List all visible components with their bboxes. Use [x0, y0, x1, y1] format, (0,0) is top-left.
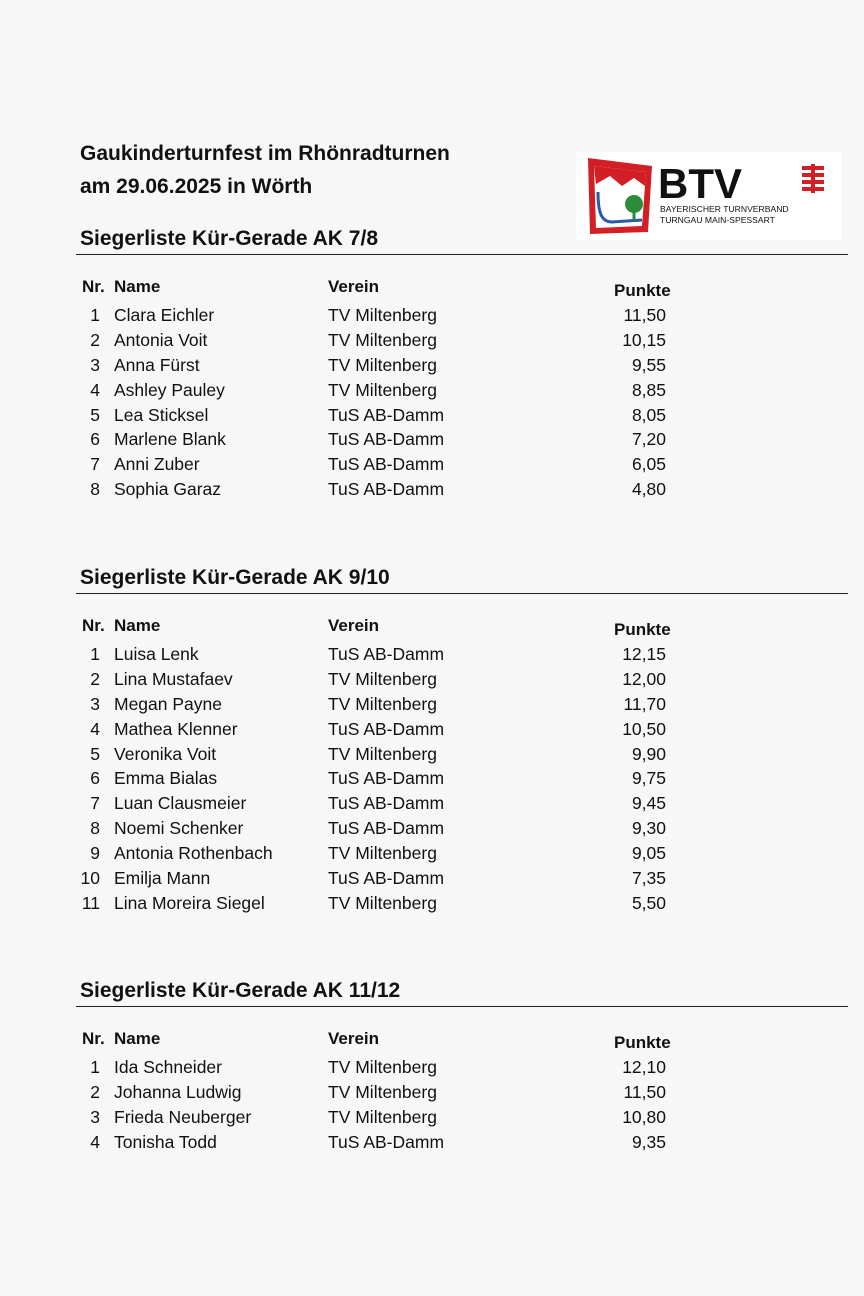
cell-name: Veronika Voit [114, 743, 217, 764]
cell-nr: 4 [90, 718, 100, 739]
cell-punkte: 8,85 [631, 379, 666, 400]
table-row [0, 378, 864, 403]
cell-punkte: 12,15 [622, 644, 666, 664]
cell-nr: 7 [90, 454, 100, 475]
cell-name: Clara Eichler [114, 305, 215, 325]
table-row [0, 642, 864, 667]
column-header-name: Name [114, 277, 161, 296]
btv-logo [576, 152, 842, 240]
table-row [0, 717, 864, 742]
cell-name: Antonia Voit [114, 329, 208, 350]
table-row [0, 477, 864, 502]
cell-punkte: 11,50 [623, 1081, 666, 1102]
column-header-verein: Verein [328, 1029, 380, 1048]
cell-name: Marlene Blank [114, 429, 226, 450]
cell-verein: TuS AB-Damm [328, 429, 445, 450]
cell-punkte: 8,05 [631, 404, 666, 425]
cell-name: Antonia Rothenbach [114, 843, 273, 864]
column-header-punkte: Punkte [614, 281, 671, 300]
cell-nr: 11 [81, 892, 100, 913]
cell-verein: TuS AB-Damm [328, 718, 445, 739]
cell-punkte: 11,70 [623, 693, 666, 714]
cell-name: Luisa Lenk [114, 644, 199, 664]
cell-nr: 10 [80, 868, 100, 889]
cell-nr: 1 [90, 1057, 100, 1077]
column-header-name: Name [114, 1029, 161, 1048]
cell-nr: 1 [90, 644, 100, 664]
cell-verein: TuS AB-Damm [328, 404, 445, 425]
cell-nr: 8 [90, 818, 100, 839]
section-divider [76, 254, 848, 255]
cell-verein: TV Miltenberg [328, 843, 437, 864]
cell-punkte: 12,00 [622, 668, 666, 689]
cell-punkte: 12,10 [622, 1057, 666, 1077]
logo-line-2: TURNGAU MAIN-SPESSART [660, 215, 775, 225]
cell-punkte: 9,75 [631, 768, 666, 789]
table-row [0, 452, 864, 477]
cell-verein: TV Miltenberg [328, 892, 437, 913]
cell-name: Lina Moreira Siegel [114, 892, 265, 913]
cell-nr: 7 [90, 793, 100, 814]
cell-verein: TuS AB-Damm [328, 454, 445, 475]
cell-name: Johanna Ludwig [114, 1081, 242, 1102]
cell-verein: TV Miltenberg [328, 743, 437, 764]
cell-nr: 2 [90, 1081, 100, 1102]
table-row [0, 667, 864, 692]
table-row [0, 1055, 864, 1080]
column-header-punkte: Punkte [614, 1033, 671, 1052]
cell-name: Emma Bialas [114, 768, 218, 789]
column-header-verein: Verein [328, 277, 380, 296]
cell-verein: TuS AB-Damm [328, 644, 445, 664]
cell-punkte: 9,05 [631, 843, 666, 864]
document-title [80, 137, 450, 203]
cell-verein: TV Miltenberg [328, 305, 437, 325]
cell-verein: TV Miltenberg [328, 1106, 437, 1127]
cell-verein: TV Miltenberg [328, 354, 437, 375]
cell-punkte: 10,80 [622, 1106, 666, 1127]
cell-punkte: 9,55 [631, 354, 666, 375]
cell-punkte: 11,50 [623, 305, 666, 325]
cell-punkte: 5,50 [631, 892, 666, 913]
table-row [0, 303, 864, 328]
cell-name: Ida Schneider [114, 1057, 222, 1077]
cell-nr: 8 [90, 479, 100, 500]
table-row [0, 791, 864, 816]
logo-brand-text: BTV [658, 160, 742, 207]
section-title: Siegerliste Kür-Gerade AK 9/10 [80, 566, 390, 589]
cell-name: Tonisha Todd [114, 1131, 217, 1152]
cell-name: Sophia Garaz [114, 479, 222, 500]
turner-cross-icon [802, 164, 824, 193]
cell-punkte: 9,45 [631, 793, 666, 814]
result-rows [0, 1055, 864, 1155]
cell-verein: TV Miltenberg [328, 1057, 437, 1077]
table-row [0, 742, 864, 767]
result-rows [0, 303, 864, 502]
section-title: Siegerliste Kür-Gerade AK 11/12 [80, 979, 401, 1002]
table-row [0, 328, 864, 353]
cell-nr: 4 [90, 379, 100, 400]
cell-punkte: 9,90 [631, 743, 666, 764]
logo-line-1: BAYERISCHER TURNVERBAND [660, 204, 789, 214]
cell-verein: TV Miltenberg [328, 693, 437, 714]
cell-verein: TV Miltenberg [328, 379, 437, 400]
cell-verein: TuS AB-Damm [328, 1131, 445, 1152]
cell-nr: 3 [90, 354, 100, 375]
cell-name: Lina Mustafaev [114, 668, 233, 689]
section-divider [76, 1006, 848, 1007]
cell-name: Frieda Neuberger [114, 1106, 252, 1127]
cell-verein: TV Miltenberg [328, 1081, 437, 1102]
cell-punkte: 9,30 [631, 818, 666, 839]
column-header-name: Name [114, 616, 161, 635]
cell-name: Anna Fürst [114, 354, 200, 375]
btv-logo-graphic [576, 152, 842, 240]
cell-name: Ashley Pauley [114, 379, 225, 400]
cell-verein: TuS AB-Damm [328, 868, 445, 889]
cell-name: Megan Payne [114, 693, 222, 714]
cell-nr: 9 [90, 843, 100, 864]
cell-punkte: 9,35 [631, 1131, 666, 1152]
column-header-nr: Nr. [82, 277, 105, 296]
table-row [0, 1130, 864, 1155]
cell-punkte: 7,35 [631, 868, 666, 889]
cell-verein: TuS AB-Damm [328, 818, 445, 839]
cell-verein: TV Miltenberg [328, 329, 437, 350]
column-header-nr: Nr. [82, 1029, 105, 1048]
cell-punkte: 7,20 [631, 429, 666, 450]
cell-verein: TuS AB-Damm [328, 479, 445, 500]
cell-nr: 2 [90, 668, 100, 689]
table-row [0, 891, 864, 916]
cell-verein: TuS AB-Damm [328, 793, 445, 814]
cell-name: Noemi Schenker [114, 818, 244, 839]
table-row [0, 353, 864, 378]
cell-name: Anni Zuber [114, 454, 200, 475]
table-row [0, 403, 864, 428]
cell-punkte: 4,80 [631, 479, 666, 500]
table-row [0, 1080, 864, 1105]
cell-nr: 1 [90, 305, 100, 325]
cell-nr: 5 [90, 743, 100, 764]
cell-nr: 3 [90, 693, 100, 714]
cell-nr: 2 [90, 329, 100, 350]
table-row [0, 766, 864, 791]
cell-name: Luan Clausmeier [114, 793, 247, 814]
cell-name: Emilja Mann [114, 868, 211, 889]
column-header-verein: Verein [328, 616, 380, 635]
cell-name: Lea Sticksel [114, 404, 209, 425]
table-row [0, 427, 864, 452]
result-rows [0, 642, 864, 916]
cell-punkte: 10,15 [622, 329, 666, 350]
cell-verein: TV Miltenberg [328, 668, 437, 689]
title-line-1: Gaukinderturnfest im Rhönradturnen [80, 142, 450, 165]
cell-nr: 5 [90, 404, 100, 425]
cell-verein: TuS AB-Damm [328, 768, 445, 789]
section-title: Siegerliste Kür-Gerade AK 7/8 [80, 227, 378, 250]
cell-nr: 6 [90, 768, 100, 789]
table-row [0, 866, 864, 891]
title-line-2: am 29.06.2025 in Wörth [80, 175, 313, 198]
section-divider [76, 593, 848, 594]
cell-nr: 3 [90, 1106, 100, 1127]
cell-nr: 6 [90, 429, 100, 450]
cell-name: Mathea Klenner [114, 718, 238, 739]
cell-punkte: 10,50 [622, 718, 666, 739]
table-row [0, 816, 864, 841]
column-header-punkte: Punkte [614, 620, 671, 639]
table-row [0, 1105, 864, 1130]
column-header-nr: Nr. [82, 616, 105, 635]
cell-nr: 4 [90, 1131, 100, 1152]
table-row [0, 692, 864, 717]
table-row [0, 841, 864, 866]
cell-punkte: 6,05 [631, 454, 666, 475]
